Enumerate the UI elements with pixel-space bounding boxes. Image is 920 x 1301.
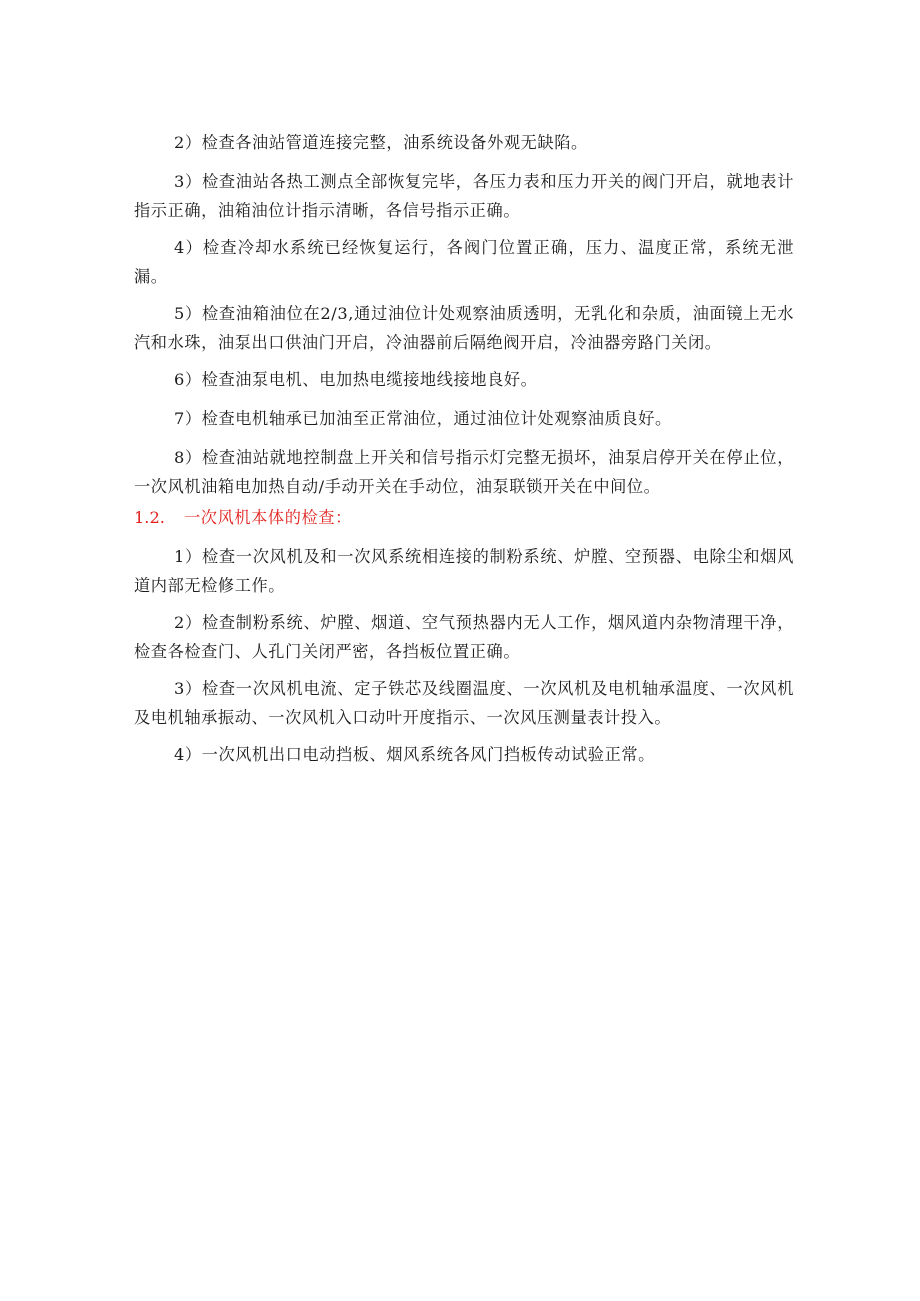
check-item-4: 4）检查冷却水系统已经恢复运行，各阀门位置正确，压力、温度正常，系统无泄漏。 xyxy=(134,238,794,286)
check-item-6: 6）检查油泵电机、电加热电缆接地线接地良好。 xyxy=(174,370,538,389)
fan-check-item-2: 2）检查制粉系统、炉膛、烟道、空气预热器内无人工作，烟风道内杂物清理干净，检查各检查门、人孔门关闭严密，各挡板位置正确。 xyxy=(134,613,794,661)
check-item-8: 8）检查油站就地控制盘上开关和信号指示灯完整无损坏，油泵启停开关在停止位，一次风机油箱电加热自动/手动开关在手动位，油泵联锁开关在中间位。 xyxy=(134,448,794,496)
check-item-5: 5）检查油箱油位在2/3,通过油位计处观察油质透明，无乳化和杂质，油面镜上无水汽和水珠，油泵出口供油门开启，冷油器前后隔绝阀开启，冷油器旁路门关闭。 xyxy=(134,304,794,352)
fan-check-item-4: 4）一次风机出口电动挡板、烟风系统各风门挡板传动试验正常。 xyxy=(174,745,655,764)
check-item-2: 2）检查各油站管道连接完整，油系统设备外观无缺陷。 xyxy=(174,133,588,152)
fan-check-item-1: 1）检查一次风机及和一次风系统相连接的制粉系统、炉膛、空预器、电除尘和烟风道内部无检修工作。 xyxy=(134,547,794,595)
document-body xyxy=(134,128,794,769)
check-item-3: 3）检查油站各热工测点全部恢复完毕，各压力表和压力开关的阀门开启，就地表计指示正确，油箱油位计指示清晰，各信号指示正确。 xyxy=(134,172,794,220)
section-title: 一次风机本体的检查： xyxy=(184,508,352,527)
section-number: 1.2. xyxy=(134,508,165,527)
fan-check-item-3: 3）检查一次风机电流、定子铁芯及线圈温度、一次风机及电机轴承温度、一次风机及电机轴承振动、一次风机入口动叶开度指示、一次风压测量表计投入。 xyxy=(134,679,794,727)
section-heading xyxy=(134,503,794,532)
check-item-7: 7）检查电机轴承已加油至正常油位，通过油位计处观察油质良好。 xyxy=(174,409,672,428)
